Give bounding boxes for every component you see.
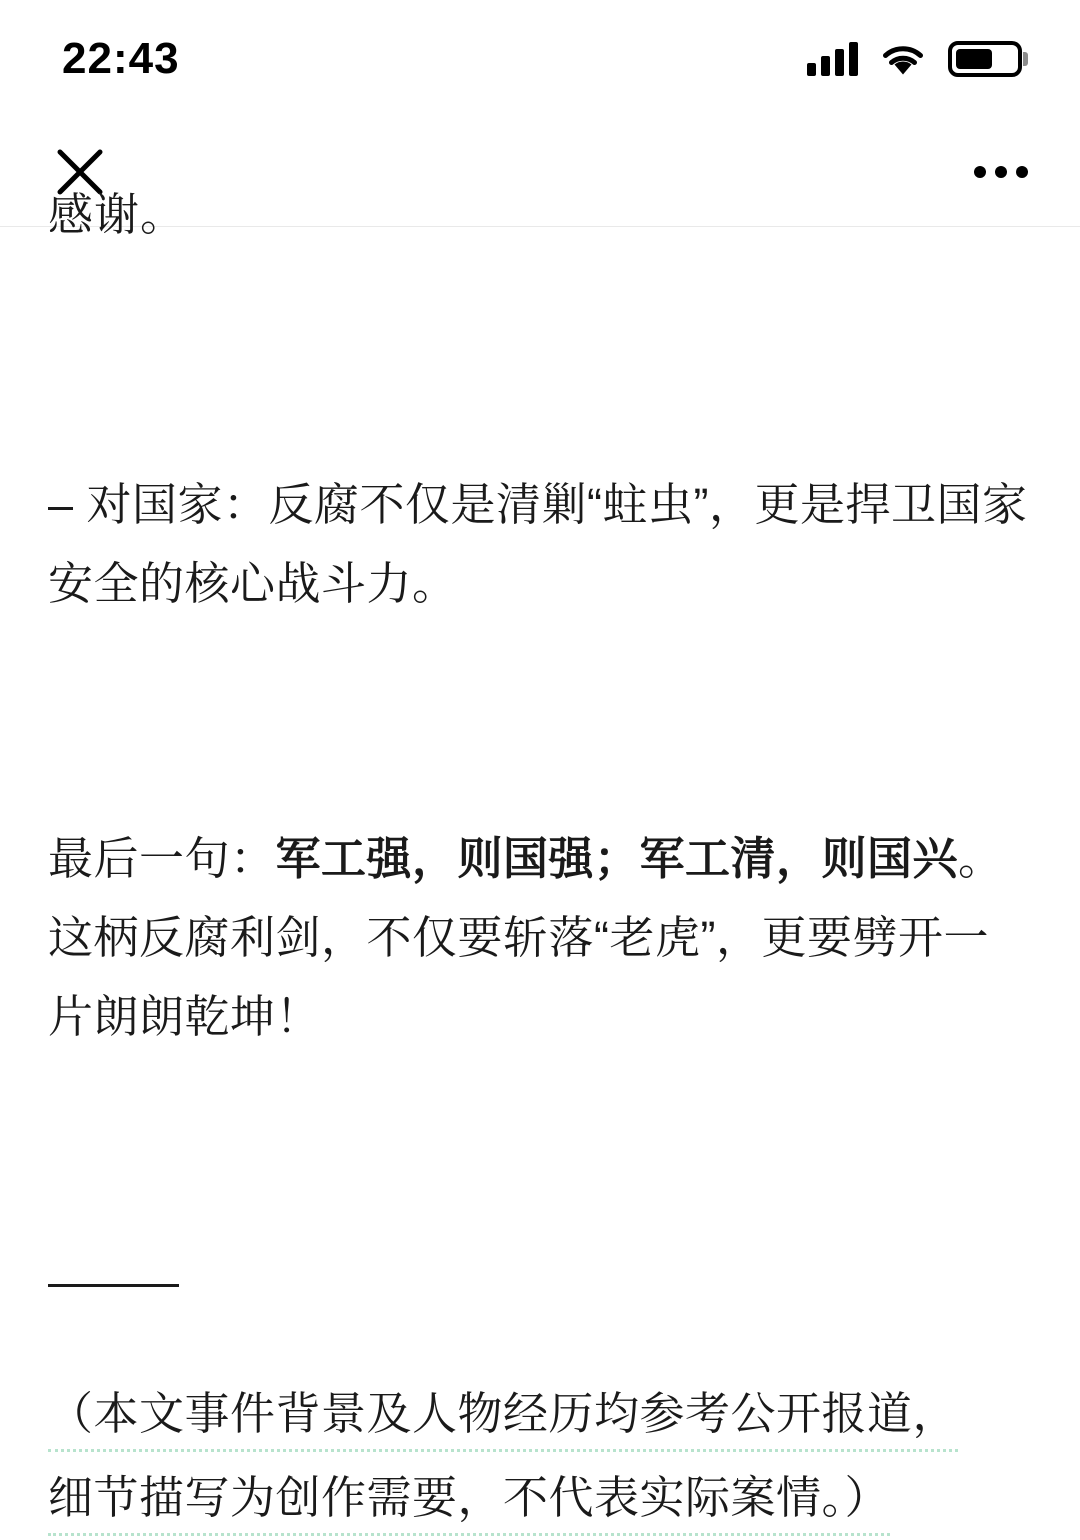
final-line-bold: 军工强，则国强；军工清，则国兴 bbox=[275, 833, 959, 884]
battery-icon bbox=[948, 41, 1022, 77]
wifi-icon bbox=[880, 42, 926, 76]
article-body bbox=[0, 189, 1080, 1540]
paragraph-final-line bbox=[48, 819, 1032, 1056]
status-icons bbox=[807, 41, 1022, 77]
clipped-previous-line bbox=[48, 189, 1032, 269]
disclaimer-note bbox=[48, 1372, 1032, 1540]
spacer-top bbox=[48, 269, 1032, 465]
disclaimer-line-1: （本文事件背景及人物经历均参考公开报道， bbox=[48, 1388, 958, 1452]
clipped-previous-line-text: 感谢。 bbox=[48, 189, 187, 240]
cellular-signal-icon bbox=[807, 42, 858, 76]
spacer-before-note bbox=[48, 1312, 1032, 1372]
disclaimer-line-2: 细节描写为创作需要，不代表实际案情。） bbox=[48, 1472, 890, 1536]
text-divider: ——— bbox=[48, 1256, 177, 1307]
spacer-middle bbox=[48, 623, 1032, 819]
final-line-rest: 。这柄反腐利剑，不仅要斩落“老虎”，更要劈开一片朗朗乾坤！ bbox=[48, 833, 1004, 1042]
status-bar bbox=[0, 0, 1080, 118]
final-line-lead: 最后一句： bbox=[48, 833, 276, 884]
paragraph-country: – 对国家：反腐不仅是清剿“蛀虫”，更是捍卫国家安全的核心战斗力。 bbox=[48, 479, 1028, 609]
status-time: 22:43 bbox=[62, 34, 180, 83]
spacer-before-divider bbox=[48, 1056, 1032, 1252]
